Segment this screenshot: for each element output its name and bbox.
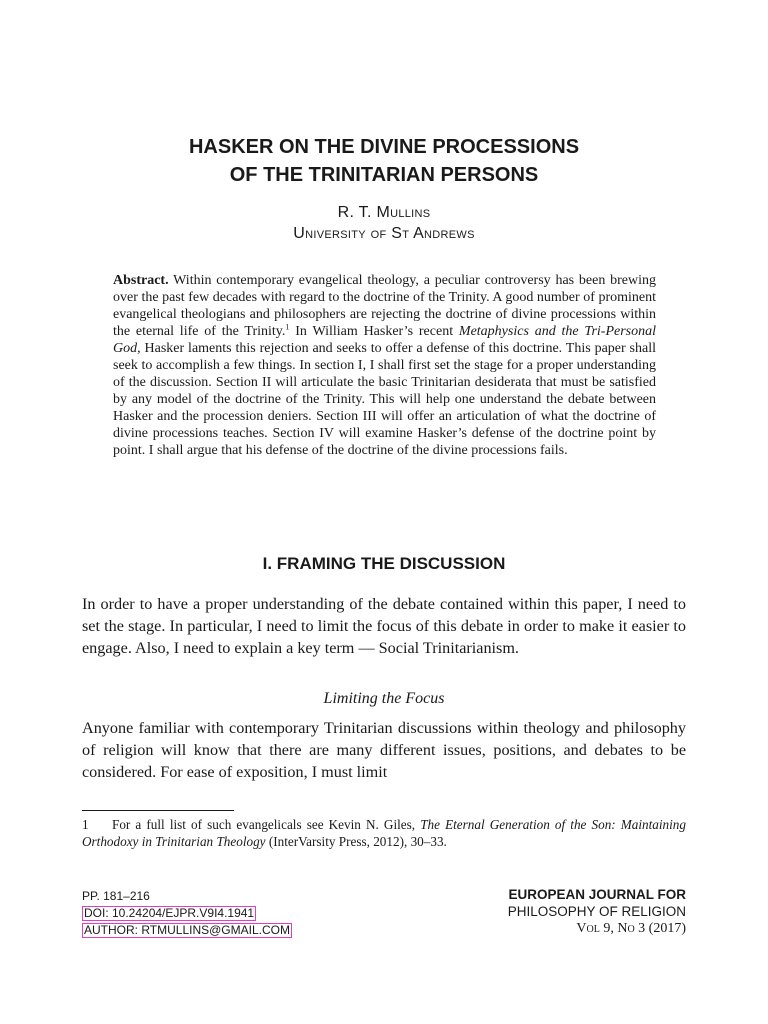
journal-title: EUROPEAN JOURNAL FOR (508, 887, 686, 902)
footnote-divider (82, 810, 234, 811)
doi-link[interactable]: DOI: 10.24204/EJPR.V9I4.1941 (84, 906, 255, 920)
abstract-label: Abstract. (113, 273, 169, 288)
author-affiliation: University of St Andrews (293, 225, 475, 242)
footnote-text-2: (InterVarsity Press, 2012), 30–33. (265, 834, 447, 849)
title-line-1: HASKER ON THE DIVINE PROCESSIONS (188, 136, 580, 158)
journal-volume: Vol 9, No 3 (2017) (576, 921, 686, 936)
abstract-book-title: Metaphysics and the Tri-Personal God (113, 324, 656, 357)
body-paragraph-1: In order to have a proper understanding of the debate contained within this paper, I need to set the stage. In particular, I need to limit the focus of this debate in order to make it easier to engage. Also, I need to explain a key term — Social Trinitarianism. (82, 595, 686, 657)
journal-subtitle: PHILOSOPHY OF RELIGION (507, 904, 686, 919)
title-line-2: OF THE TRINITARIAN PERSONS (229, 164, 539, 186)
author-name: R. T. Mullins (337, 204, 431, 221)
section-heading: I. FRAMING THE DISCUSSION (262, 554, 506, 573)
journal-info (508, 886, 686, 937)
footnote (82, 816, 686, 850)
abstract-text-1: Within contemporary evangelical theology, a peculiar controversy has been brewing over the past few decades with regard to the doctrine of the Trinity. A good number of prominent evangelical theologians and philosophers are rejecting the doctrine of divine processions within the eternal life of the Trinity. (113, 273, 656, 340)
abstract-text-2: In William Hasker’s recent (289, 324, 459, 340)
author-email-link[interactable]: AUTHOR: RTMULLINS@GMAIL.COM (84, 923, 290, 937)
article-title (0, 133, 768, 189)
page-range: PP. 181–216 (82, 889, 150, 903)
article-meta (82, 888, 292, 939)
footnote-text-1: For a full list of such evangelicals see Kevin N. Giles, (112, 817, 421, 832)
abstract (113, 272, 656, 460)
author-block (0, 202, 768, 244)
footnote-book-title: The Eternal Generation of the Son: Maintaining Orthodoxy in Trinitarian Theology (82, 817, 686, 849)
abstract-text-3: , Hasker laments this rejection and seeks to offer a defense of this doctrine. This paper shall seek to accomplish a few things. In section I, I shall first set the stage for a proper understanding of the discussion. Section II will articulate the basic Trinitarian desiderata that must be satisfied by any model of the doctrine of the Trinity. This will help one understand the debate between Hasker and the procession deniers. Section III will offer an articulation of what the doctrine of divine processions teaches. Section IV will examine Hasker’s defense of the doctrine point by point. I shall argue that his defense of the doctrine of the divine processions fails. (113, 341, 656, 459)
footnote-marker[interactable]: 1 (285, 322, 290, 332)
body-paragraph-2: Anyone familiar with contemporary Trinitarian discussions within theology and philosophy of religion will know that there are many different issues, positions, and debates to be considered. For ease of exposition, I must limit (82, 719, 686, 781)
subsection-heading: Limiting the Focus (323, 690, 445, 707)
footnote-number: 1 (82, 817, 89, 832)
